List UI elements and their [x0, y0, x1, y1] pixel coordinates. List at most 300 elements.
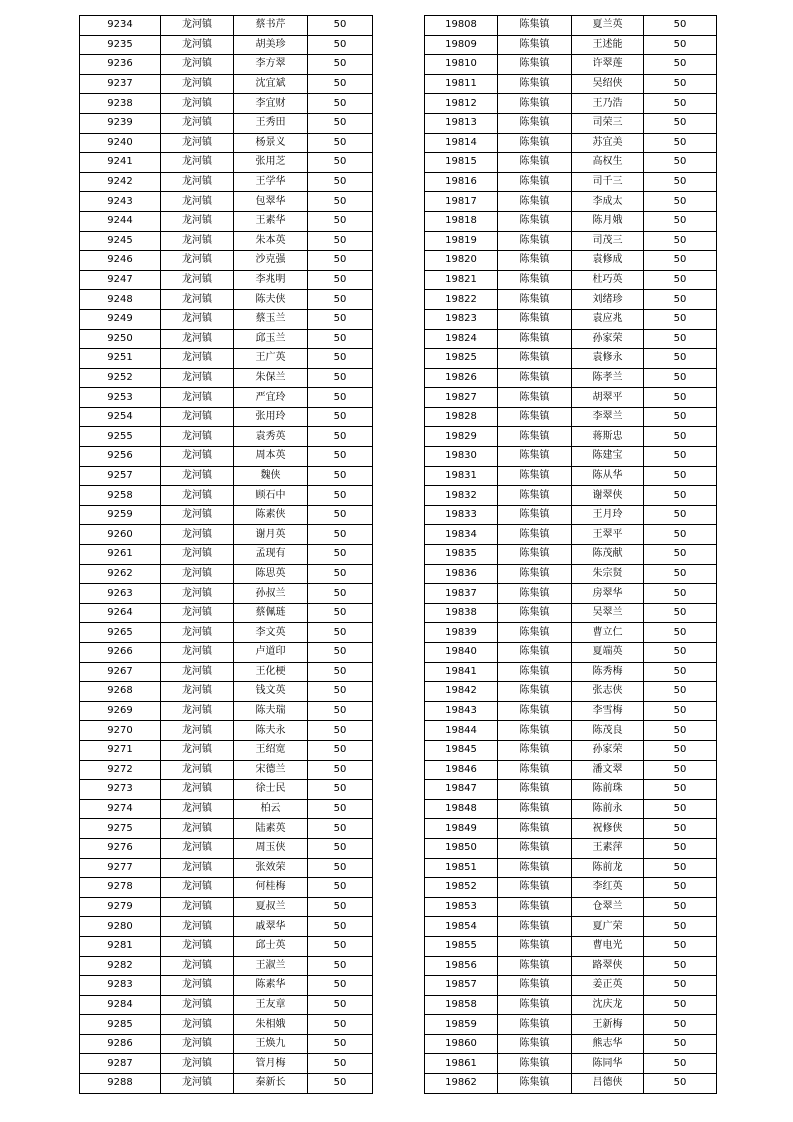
id-cell: 9234 [80, 16, 161, 36]
table-row [425, 740, 717, 760]
name-cell: 蔡佩琏 [234, 603, 308, 623]
table-row [425, 662, 717, 682]
table-row [80, 388, 373, 408]
name-cell: 蔡书芹 [234, 16, 308, 36]
table-row [425, 878, 717, 898]
id-cell: 19831 [425, 466, 498, 486]
name-cell: 孟现有 [234, 545, 308, 565]
town-cell: 陈集镇 [498, 211, 572, 231]
name-cell: 李宜财 [234, 94, 308, 114]
id-cell: 19814 [425, 133, 498, 153]
amount-cell: 50 [308, 270, 373, 290]
table-row [80, 780, 373, 800]
id-cell: 9263 [80, 584, 161, 604]
table-row [425, 211, 717, 231]
town-cell: 龙河镇 [161, 701, 234, 721]
table-row [425, 682, 717, 702]
name-cell: 王素华 [234, 211, 308, 231]
table-row [425, 35, 717, 55]
name-cell: 蒋斯忠 [572, 427, 644, 447]
name-cell: 路翠侠 [572, 956, 644, 976]
town-cell: 陈集镇 [498, 407, 572, 427]
table-row [80, 995, 373, 1015]
town-cell: 陈集镇 [498, 153, 572, 173]
town-cell: 陈集镇 [498, 858, 572, 878]
table-row [80, 486, 373, 506]
id-cell: 19816 [425, 172, 498, 192]
table-row [425, 564, 717, 584]
table-row [80, 427, 373, 447]
id-cell: 19811 [425, 74, 498, 94]
town-cell: 陈集镇 [498, 760, 572, 780]
table-row [80, 133, 373, 153]
amount-cell: 50 [644, 643, 717, 663]
town-cell: 龙河镇 [161, 153, 234, 173]
name-cell: 孙叔兰 [234, 584, 308, 604]
id-cell: 19830 [425, 447, 498, 467]
amount-cell: 50 [644, 564, 717, 584]
name-cell: 王翠平 [572, 525, 644, 545]
name-cell: 熊志华 [572, 1034, 644, 1054]
table-row [425, 525, 717, 545]
id-cell: 9251 [80, 349, 161, 369]
amount-cell: 50 [308, 35, 373, 55]
town-cell: 龙河镇 [161, 133, 234, 153]
name-cell: 顾石中 [234, 486, 308, 506]
name-cell: 夏叔兰 [234, 897, 308, 917]
amount-cell: 50 [308, 505, 373, 525]
table-row [80, 172, 373, 192]
town-cell: 龙河镇 [161, 956, 234, 976]
right-table [424, 15, 717, 1094]
right-table-body [425, 16, 717, 1094]
town-cell: 龙河镇 [161, 94, 234, 114]
amount-cell: 50 [644, 1054, 717, 1074]
name-cell: 房翠华 [572, 584, 644, 604]
table-row [80, 819, 373, 839]
town-cell: 龙河镇 [161, 172, 234, 192]
id-cell: 9250 [80, 329, 161, 349]
table-row [80, 917, 373, 937]
id-cell: 19841 [425, 662, 498, 682]
town-cell: 陈集镇 [498, 995, 572, 1015]
id-cell: 9260 [80, 525, 161, 545]
name-cell: 谢翠侠 [572, 486, 644, 506]
table-row [80, 584, 373, 604]
table-row [425, 1015, 717, 1035]
table-row [425, 760, 717, 780]
name-cell: 张用芝 [234, 153, 308, 173]
town-cell: 龙河镇 [161, 819, 234, 839]
town-cell: 陈集镇 [498, 505, 572, 525]
id-cell: 19862 [425, 1074, 498, 1094]
table-row [80, 897, 373, 917]
table-row [425, 427, 717, 447]
town-cell: 陈集镇 [498, 564, 572, 584]
name-cell: 胡美珍 [234, 35, 308, 55]
amount-cell: 50 [308, 682, 373, 702]
amount-cell: 50 [308, 819, 373, 839]
id-cell: 19829 [425, 427, 498, 447]
name-cell: 张用玲 [234, 407, 308, 427]
amount-cell: 50 [644, 466, 717, 486]
table-row [80, 231, 373, 251]
amount-cell: 50 [308, 427, 373, 447]
table-row [80, 1034, 373, 1054]
table-row [425, 55, 717, 75]
id-cell: 9237 [80, 74, 161, 94]
town-cell: 陈集镇 [498, 682, 572, 702]
town-cell: 龙河镇 [161, 113, 234, 133]
town-cell: 龙河镇 [161, 505, 234, 525]
town-cell: 龙河镇 [161, 682, 234, 702]
id-cell: 9269 [80, 701, 161, 721]
table-row [425, 623, 717, 643]
town-cell: 龙河镇 [161, 878, 234, 898]
id-cell: 9259 [80, 505, 161, 525]
id-cell: 19849 [425, 819, 498, 839]
amount-cell: 50 [644, 1015, 717, 1035]
town-cell: 陈集镇 [498, 349, 572, 369]
id-cell: 9241 [80, 153, 161, 173]
name-cell: 姜正英 [572, 976, 644, 996]
id-cell: 19843 [425, 701, 498, 721]
amount-cell: 50 [644, 407, 717, 427]
name-cell: 李成太 [572, 192, 644, 212]
name-cell: 陈孝兰 [572, 368, 644, 388]
name-cell: 袁应兆 [572, 309, 644, 329]
name-cell: 邱士英 [234, 936, 308, 956]
amount-cell: 50 [308, 231, 373, 251]
amount-cell: 50 [644, 740, 717, 760]
name-cell: 沙克强 [234, 251, 308, 271]
amount-cell: 50 [308, 113, 373, 133]
town-cell: 陈集镇 [498, 623, 572, 643]
id-cell: 19820 [425, 251, 498, 271]
name-cell: 许翠莲 [572, 55, 644, 75]
town-cell: 陈集镇 [498, 133, 572, 153]
id-cell: 19854 [425, 917, 498, 937]
table-row [80, 113, 373, 133]
name-cell: 朱本英 [234, 231, 308, 251]
town-cell: 龙河镇 [161, 447, 234, 467]
amount-cell: 50 [644, 447, 717, 467]
id-cell: 9239 [80, 113, 161, 133]
table-row [425, 368, 717, 388]
id-cell: 9256 [80, 447, 161, 467]
name-cell: 陈从华 [572, 466, 644, 486]
name-cell: 夏广荣 [572, 917, 644, 937]
table-row [80, 545, 373, 565]
id-cell: 19848 [425, 799, 498, 819]
amount-cell: 50 [308, 584, 373, 604]
amount-cell: 50 [308, 94, 373, 114]
name-cell: 陈夫瑞 [234, 701, 308, 721]
table-row [80, 643, 373, 663]
town-cell: 陈集镇 [498, 251, 572, 271]
table-row [80, 525, 373, 545]
id-cell: 9236 [80, 55, 161, 75]
table-row [425, 701, 717, 721]
town-cell: 龙河镇 [161, 623, 234, 643]
amount-cell: 50 [644, 113, 717, 133]
table-row [425, 94, 717, 114]
town-cell: 陈集镇 [498, 172, 572, 192]
town-cell: 陈集镇 [498, 427, 572, 447]
town-cell: 龙河镇 [161, 525, 234, 545]
table-row [425, 407, 717, 427]
name-cell: 陈秀梅 [572, 662, 644, 682]
amount-cell: 50 [308, 447, 373, 467]
name-cell: 魏侠 [234, 466, 308, 486]
name-cell: 祝修侠 [572, 819, 644, 839]
amount-cell: 50 [308, 407, 373, 427]
amount-cell: 50 [308, 995, 373, 1015]
id-cell: 9270 [80, 721, 161, 741]
table-row [80, 564, 373, 584]
table-row [80, 878, 373, 898]
table-row [80, 1054, 373, 1074]
table-row [425, 349, 717, 369]
amount-cell: 50 [308, 545, 373, 565]
name-cell: 李翠兰 [572, 407, 644, 427]
town-cell: 陈集镇 [498, 1074, 572, 1094]
id-cell: 19836 [425, 564, 498, 584]
name-cell: 袁修成 [572, 251, 644, 271]
table-row [425, 16, 717, 36]
town-cell: 龙河镇 [161, 1054, 234, 1074]
town-cell: 龙河镇 [161, 799, 234, 819]
name-cell: 仓翠兰 [572, 897, 644, 917]
amount-cell: 50 [644, 819, 717, 839]
amount-cell: 50 [644, 290, 717, 310]
amount-cell: 50 [644, 133, 717, 153]
town-cell: 龙河镇 [161, 760, 234, 780]
table-row [425, 172, 717, 192]
id-cell: 19828 [425, 407, 498, 427]
table-row [425, 1034, 717, 1054]
amount-cell: 50 [308, 799, 373, 819]
id-cell: 9271 [80, 740, 161, 760]
id-cell: 9247 [80, 270, 161, 290]
table-row [425, 113, 717, 133]
table-row [425, 603, 717, 623]
amount-cell: 50 [644, 368, 717, 388]
amount-cell: 50 [644, 270, 717, 290]
table-row [425, 936, 717, 956]
table-row [425, 917, 717, 937]
town-cell: 陈集镇 [498, 74, 572, 94]
amount-cell: 50 [308, 976, 373, 996]
amount-cell: 50 [644, 153, 717, 173]
id-cell: 9246 [80, 251, 161, 271]
town-cell: 陈集镇 [498, 309, 572, 329]
table-row [80, 290, 373, 310]
name-cell: 袁秀英 [234, 427, 308, 447]
table-row [80, 603, 373, 623]
town-cell: 陈集镇 [498, 780, 572, 800]
id-cell: 9249 [80, 309, 161, 329]
table-row [80, 466, 373, 486]
name-cell: 王述能 [572, 35, 644, 55]
amount-cell: 50 [308, 897, 373, 917]
amount-cell: 50 [644, 16, 717, 36]
id-cell: 9268 [80, 682, 161, 702]
table-row [80, 368, 373, 388]
amount-cell: 50 [308, 309, 373, 329]
name-cell: 秦新长 [234, 1074, 308, 1094]
amount-cell: 50 [644, 349, 717, 369]
id-cell: 19840 [425, 643, 498, 663]
town-cell: 龙河镇 [161, 1015, 234, 1035]
amount-cell: 50 [644, 917, 717, 937]
name-cell: 杨景义 [234, 133, 308, 153]
id-cell: 19825 [425, 349, 498, 369]
name-cell: 朱宗贤 [572, 564, 644, 584]
amount-cell: 50 [644, 878, 717, 898]
amount-cell: 50 [644, 55, 717, 75]
id-cell: 9277 [80, 858, 161, 878]
town-cell: 龙河镇 [161, 427, 234, 447]
id-cell: 9276 [80, 838, 161, 858]
amount-cell: 50 [308, 623, 373, 643]
id-cell: 19861 [425, 1054, 498, 1074]
id-cell: 9266 [80, 643, 161, 663]
id-cell: 19846 [425, 760, 498, 780]
table-row [80, 721, 373, 741]
table-row [80, 94, 373, 114]
town-cell: 陈集镇 [498, 1015, 572, 1035]
amount-cell: 50 [308, 466, 373, 486]
amount-cell: 50 [308, 564, 373, 584]
id-cell: 19813 [425, 113, 498, 133]
table-row [425, 251, 717, 271]
name-cell: 陈夫永 [234, 721, 308, 741]
name-cell: 朱保兰 [234, 368, 308, 388]
id-cell: 19837 [425, 584, 498, 604]
name-cell: 曹电光 [572, 936, 644, 956]
id-cell: 19835 [425, 545, 498, 565]
name-cell: 严宜玲 [234, 388, 308, 408]
name-cell: 陈建宝 [572, 447, 644, 467]
amount-cell: 50 [644, 74, 717, 94]
id-cell: 19821 [425, 270, 498, 290]
amount-cell: 50 [644, 936, 717, 956]
name-cell: 陈茂献 [572, 545, 644, 565]
table-row [425, 976, 717, 996]
table-row [80, 55, 373, 75]
amount-cell: 50 [308, 780, 373, 800]
amount-cell: 50 [308, 662, 373, 682]
name-cell: 戚翠华 [234, 917, 308, 937]
name-cell: 陈夫侠 [234, 290, 308, 310]
amount-cell: 50 [644, 211, 717, 231]
id-cell: 9261 [80, 545, 161, 565]
town-cell: 陈集镇 [498, 584, 572, 604]
name-cell: 李方翠 [234, 55, 308, 75]
town-cell: 陈集镇 [498, 113, 572, 133]
amount-cell: 50 [308, 486, 373, 506]
name-cell: 司荣三 [572, 113, 644, 133]
amount-cell: 50 [308, 1015, 373, 1035]
town-cell: 龙河镇 [161, 231, 234, 251]
id-cell: 9272 [80, 760, 161, 780]
town-cell: 龙河镇 [161, 309, 234, 329]
town-cell: 陈集镇 [498, 1054, 572, 1074]
amount-cell: 50 [644, 172, 717, 192]
town-cell: 陈集镇 [498, 1034, 572, 1054]
name-cell: 王绍宽 [234, 740, 308, 760]
id-cell: 9242 [80, 172, 161, 192]
town-cell: 陈集镇 [498, 799, 572, 819]
name-cell: 谢月英 [234, 525, 308, 545]
amount-cell: 50 [644, 780, 717, 800]
id-cell: 9243 [80, 192, 161, 212]
id-cell: 19839 [425, 623, 498, 643]
name-cell: 卢道印 [234, 643, 308, 663]
name-cell: 王友章 [234, 995, 308, 1015]
id-cell: 19860 [425, 1034, 498, 1054]
town-cell: 陈集镇 [498, 662, 572, 682]
id-cell: 9279 [80, 897, 161, 917]
id-cell: 19833 [425, 505, 498, 525]
amount-cell: 50 [308, 838, 373, 858]
amount-cell: 50 [308, 721, 373, 741]
id-cell: 19859 [425, 1015, 498, 1035]
name-cell: 吕德侠 [572, 1074, 644, 1094]
town-cell: 龙河镇 [161, 16, 234, 36]
table-row [425, 721, 717, 741]
table-row [80, 251, 373, 271]
name-cell: 李文英 [234, 623, 308, 643]
name-cell: 胡翠平 [572, 388, 644, 408]
table-row [425, 858, 717, 878]
amount-cell: 50 [644, 388, 717, 408]
town-cell: 陈集镇 [498, 917, 572, 937]
town-cell: 龙河镇 [161, 584, 234, 604]
table-row [425, 838, 717, 858]
table-row [425, 74, 717, 94]
table-row [80, 799, 373, 819]
id-cell: 9284 [80, 995, 161, 1015]
name-cell: 陈月娥 [572, 211, 644, 231]
name-cell: 陈前龙 [572, 858, 644, 878]
name-cell: 刘绪珍 [572, 290, 644, 310]
town-cell: 陈集镇 [498, 956, 572, 976]
id-cell: 9254 [80, 407, 161, 427]
id-cell: 9286 [80, 1034, 161, 1054]
amount-cell: 50 [644, 545, 717, 565]
amount-cell: 50 [644, 701, 717, 721]
name-cell: 王乃浩 [572, 94, 644, 114]
id-cell: 19850 [425, 838, 498, 858]
town-cell: 龙河镇 [161, 838, 234, 858]
amount-cell: 50 [644, 721, 717, 741]
town-cell: 陈集镇 [498, 525, 572, 545]
id-cell: 19852 [425, 878, 498, 898]
amount-cell: 50 [308, 74, 373, 94]
table-row [80, 740, 373, 760]
name-cell: 苏宜美 [572, 133, 644, 153]
table-row [425, 192, 717, 212]
name-cell: 钱文英 [234, 682, 308, 702]
amount-cell: 50 [308, 368, 373, 388]
town-cell: 龙河镇 [161, 564, 234, 584]
town-cell: 龙河镇 [161, 780, 234, 800]
amount-cell: 50 [644, 838, 717, 858]
name-cell: 李兆明 [234, 270, 308, 290]
id-cell: 19827 [425, 388, 498, 408]
